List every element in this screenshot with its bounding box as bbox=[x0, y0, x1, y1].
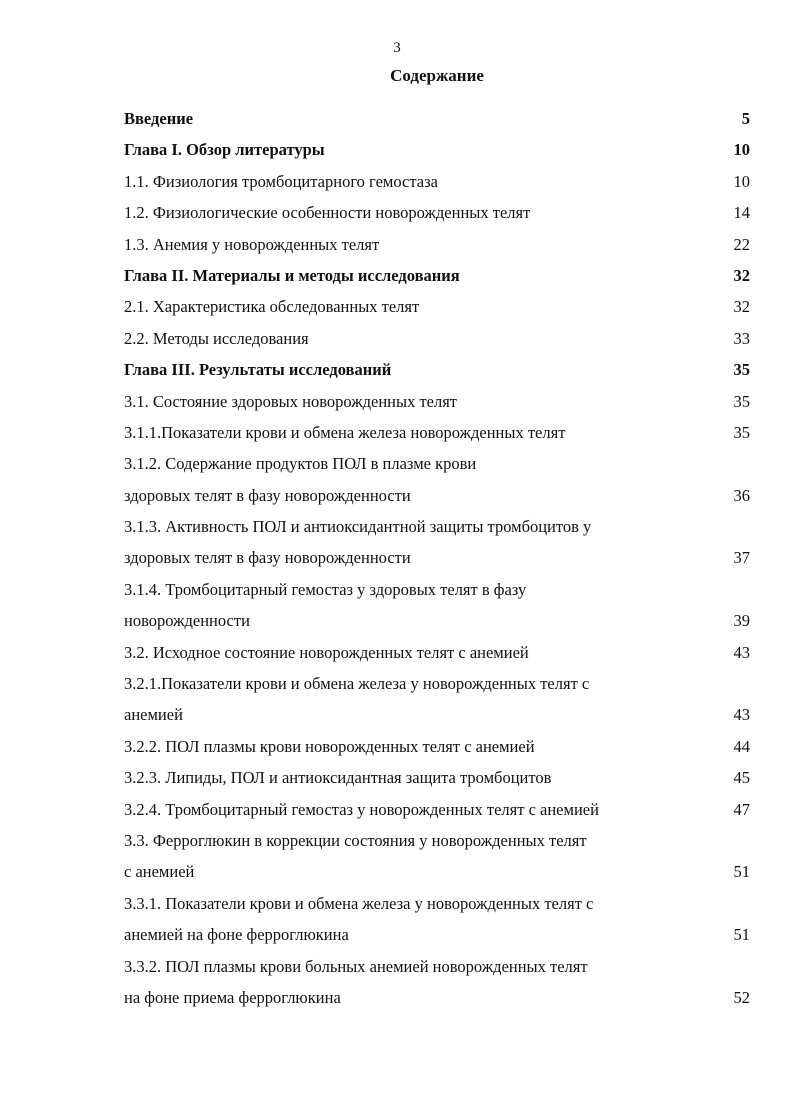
toc-entry-label: 3.1.1.Показатели крови и обмена железа новорожденных телят bbox=[124, 422, 566, 442]
toc-entry-page: 32 bbox=[733, 265, 750, 285]
toc-entry-label: Глава III. Результаты исследований bbox=[124, 360, 392, 380]
toc-entry-label: 3.2.3. Липиды, ПОЛ и антиоксидантная защита тромбоцитов bbox=[124, 768, 552, 788]
toc-entry bbox=[124, 919, 750, 950]
toc-entry-page: 10 bbox=[733, 140, 750, 160]
toc-entry-page: 35 bbox=[733, 360, 750, 380]
toc-entry bbox=[124, 699, 750, 730]
toc-entry-label: на фоне приема ферроглюкина bbox=[124, 987, 341, 1007]
toc-entry bbox=[124, 637, 750, 668]
toc-entry bbox=[124, 197, 750, 228]
toc-entry-label: 3.3.2. ПОЛ плазмы крови больных анемией новорожденных телят bbox=[124, 956, 588, 976]
toc-entry-label: здоровых телят в фазу новорожденности bbox=[124, 548, 411, 568]
toc-entry-page: 14 bbox=[733, 203, 750, 223]
toc-entry-label: 3.2.2. ПОЛ плазмы крови новорожденных телят с анемией bbox=[124, 736, 535, 756]
toc-entry-page: 45 bbox=[733, 768, 750, 788]
toc-entry bbox=[124, 417, 750, 448]
toc-entry-page: 43 bbox=[733, 642, 750, 662]
toc-entry-page: 37 bbox=[733, 548, 750, 568]
toc-entry bbox=[124, 511, 750, 542]
table-of-contents bbox=[124, 103, 750, 1013]
toc-entry-page: 22 bbox=[733, 234, 750, 254]
toc-entry-label: 3.2. Исходное состояние новорожденных телят с анемией bbox=[124, 642, 529, 662]
toc-entry bbox=[124, 480, 750, 511]
toc-entry bbox=[124, 731, 750, 762]
toc-entry-label: 3.2.1.Показатели крови и обмена железа у новорожденных телят с bbox=[124, 674, 590, 694]
toc-entry bbox=[124, 134, 750, 165]
toc-entry-label: 3.2.4. Тромбоцитарный гемостаз у новорожденных телят с анемией bbox=[124, 799, 599, 819]
toc-entry-label: 3.1.4. Тромбоцитарный гемостаз у здоровых телят в фазу bbox=[124, 579, 527, 599]
toc-entry-label: 3.1.3. Активность ПОЛ и антиоксидантной защиты тромбоцитов у bbox=[124, 517, 592, 537]
toc-entry-label: 2.1. Характеристика обследованных телят bbox=[124, 297, 420, 317]
toc-entry bbox=[124, 668, 750, 699]
toc-entry-page: 10 bbox=[733, 171, 750, 191]
toc-entry-page: 35 bbox=[733, 391, 750, 411]
toc-entry-label: 3.3. Ферроглюкин в коррекции состояния у новорожденных телят bbox=[124, 830, 587, 850]
toc-entry-page: 43 bbox=[733, 705, 750, 725]
toc-entry-page: 51 bbox=[733, 925, 750, 945]
toc-entry bbox=[124, 323, 750, 354]
toc-entry-label: 3.3.1. Показатели крови и обмена железа у новорожденных телят с bbox=[124, 893, 594, 913]
toc-entry bbox=[124, 291, 750, 322]
toc-entry bbox=[124, 386, 750, 417]
toc-entry-label: здоровых телят в фазу новорожденности bbox=[124, 485, 411, 505]
toc-entry-label: Глава I. Обзор литературы bbox=[124, 140, 325, 160]
toc-entry-label: 1.3. Анемия у новорожденных телят bbox=[124, 234, 380, 254]
page-number: 3 bbox=[393, 40, 401, 56]
toc-entry bbox=[124, 605, 750, 636]
page-title: Содержание bbox=[390, 66, 484, 85]
toc-entry-label: 2.2. Методы исследования bbox=[124, 328, 309, 348]
toc-entry bbox=[124, 542, 750, 573]
toc-entry-page: 39 bbox=[733, 611, 750, 631]
toc-entry bbox=[124, 260, 750, 291]
toc-entry-page: 52 bbox=[733, 987, 750, 1007]
toc-entry-page: 36 bbox=[733, 485, 750, 505]
toc-entry-page: 32 bbox=[733, 297, 750, 317]
toc-entry-page: 51 bbox=[733, 862, 750, 882]
toc-entry bbox=[124, 856, 750, 887]
toc-entry bbox=[124, 448, 750, 479]
toc-entry-label: 3.1. Состояние здоровых новорожденных телят bbox=[124, 391, 458, 411]
toc-entry-label: с анемией bbox=[124, 862, 195, 882]
toc-entry-page: 47 bbox=[733, 799, 750, 819]
toc-entry bbox=[124, 229, 750, 260]
toc-entry-label: анемией на фоне ферроглюкина bbox=[124, 925, 349, 945]
toc-entry bbox=[124, 888, 750, 919]
toc-entry-page: 5 bbox=[741, 109, 750, 128]
toc-entry-label: Введение bbox=[124, 109, 194, 128]
toc-entry bbox=[124, 825, 750, 856]
toc-entry-page: 35 bbox=[733, 422, 750, 442]
toc-entry bbox=[124, 951, 750, 982]
toc-entry-label: 1.2. Физиологические особенности новорожденных телят bbox=[124, 203, 531, 223]
toc-entry-label: 3.1.2. Содержание продуктов ПОЛ в плазме крови bbox=[124, 454, 477, 474]
toc-entry bbox=[124, 166, 750, 197]
toc-entry-label: 1.1. Физиология тромбоцитарного гемостаза bbox=[124, 171, 438, 191]
toc-entry-label: новорожденности bbox=[124, 611, 250, 631]
toc-entry bbox=[124, 103, 750, 134]
toc-entry bbox=[124, 794, 750, 825]
toc-entry bbox=[124, 982, 750, 1013]
toc-entry bbox=[124, 354, 750, 385]
toc-entry-label: Глава II. Материалы и методы исследования bbox=[124, 265, 460, 285]
toc-entry-page: 44 bbox=[733, 736, 750, 756]
toc-entry-label: анемией bbox=[124, 705, 183, 725]
toc-entry-page: 33 bbox=[733, 328, 750, 348]
toc-entry bbox=[124, 762, 750, 793]
toc-entry bbox=[124, 574, 750, 605]
